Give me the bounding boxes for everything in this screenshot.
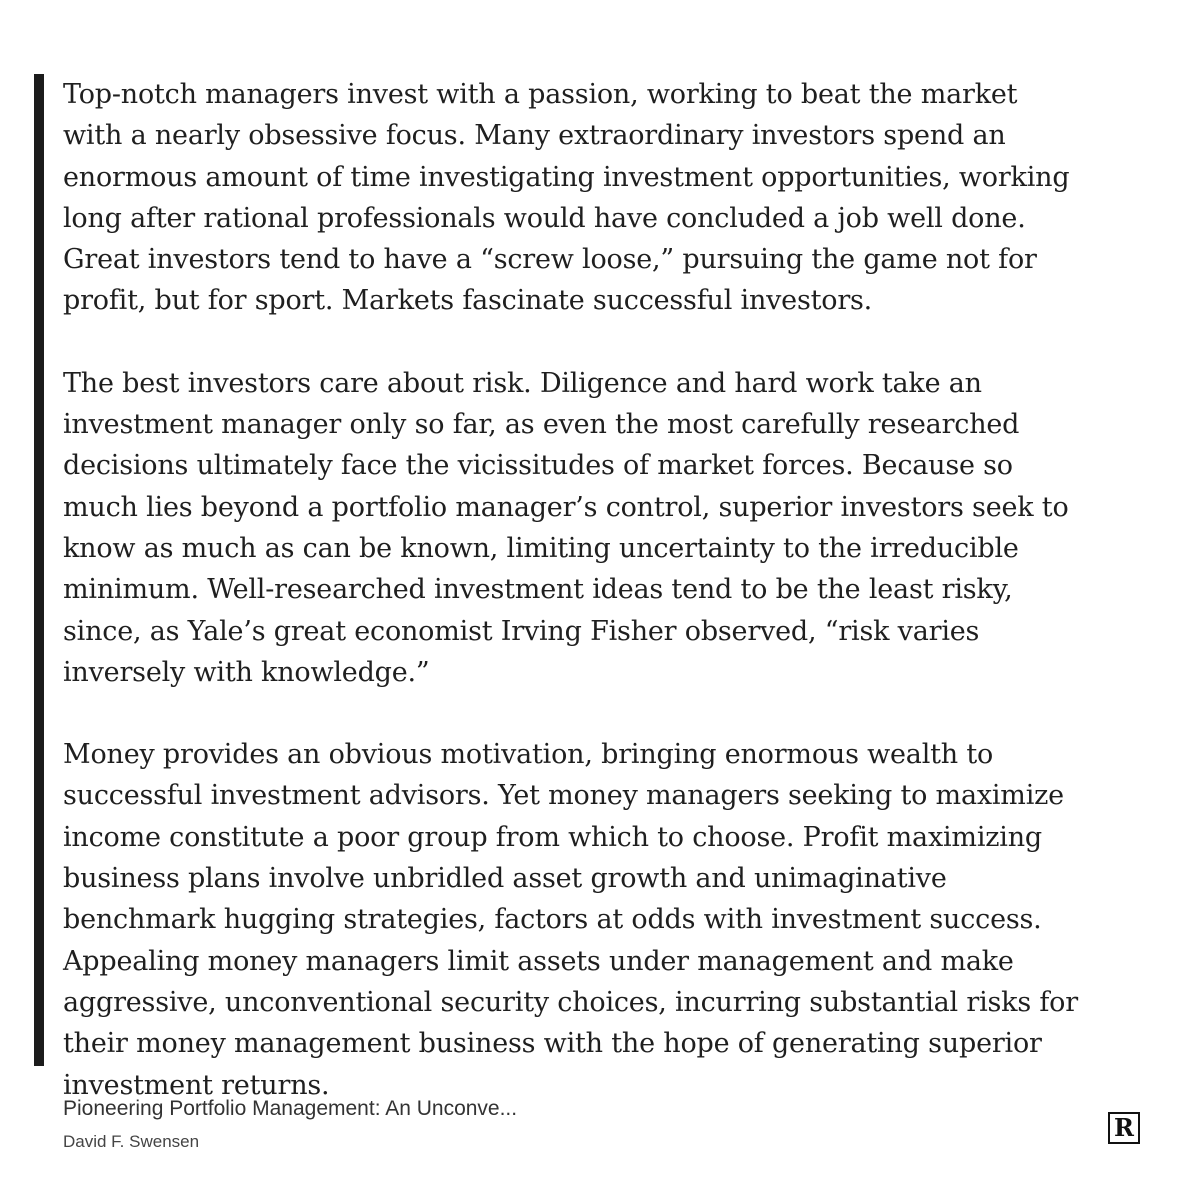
book-author: David F. Swensen — [63, 1132, 200, 1151]
quote-paragraph: The best investors care about risk. Diligence and hard work take an investment manager only so far, as even the most carefully researched decisions ultimately face the vicissitudes of market forces. Because so much lies beyond a portfolio manager’s control, superior investors seek to know as much as can be known, limiting uncertainty to the irreducible minimum. Well-researched investment ideas tend to be the least risky, since, as Yale’s great economist Irving Fisher observed, “risk varies inversely with knowledge.” — [63, 367, 1069, 688]
quote-paragraph: Top-notch managers invest with a passion, working to beat the market with a nearly obsessive focus. Many extraordinary investors spend an enormous amount of time investigating investment opportunities, working long after rational professionals would have concluded a job well done. Great investors tend to have a “screw loose,” pursuing the game not for profit, but for sport. Markets fascinate successful investors. — [63, 79, 1070, 317]
quote-text — [63, 74, 1083, 1106]
quote-accent-bar — [34, 74, 44, 1066]
brand-logo-icon — [1108, 1112, 1140, 1144]
brand-logo-letter: R — [1114, 1113, 1134, 1142]
book-title: Pioneering Portfolio Management: An Unconve... — [63, 1097, 518, 1120]
quote-paragraph: Money provides an obvious motivation, bringing enormous wealth to successful investment advisors. Yet money managers seeking to maximize income constitute a poor group from which to choose. Profit maximizing business plans involve unbridled asset growth and unimaginative benchmark hugging strategies, factors at odds with investment success. Appealing money managers limit assets under management and make aggressive, unconventional security choices, incurring substantial risks for their money management business with the hope of generating superior investment returns. — [63, 739, 1078, 1101]
